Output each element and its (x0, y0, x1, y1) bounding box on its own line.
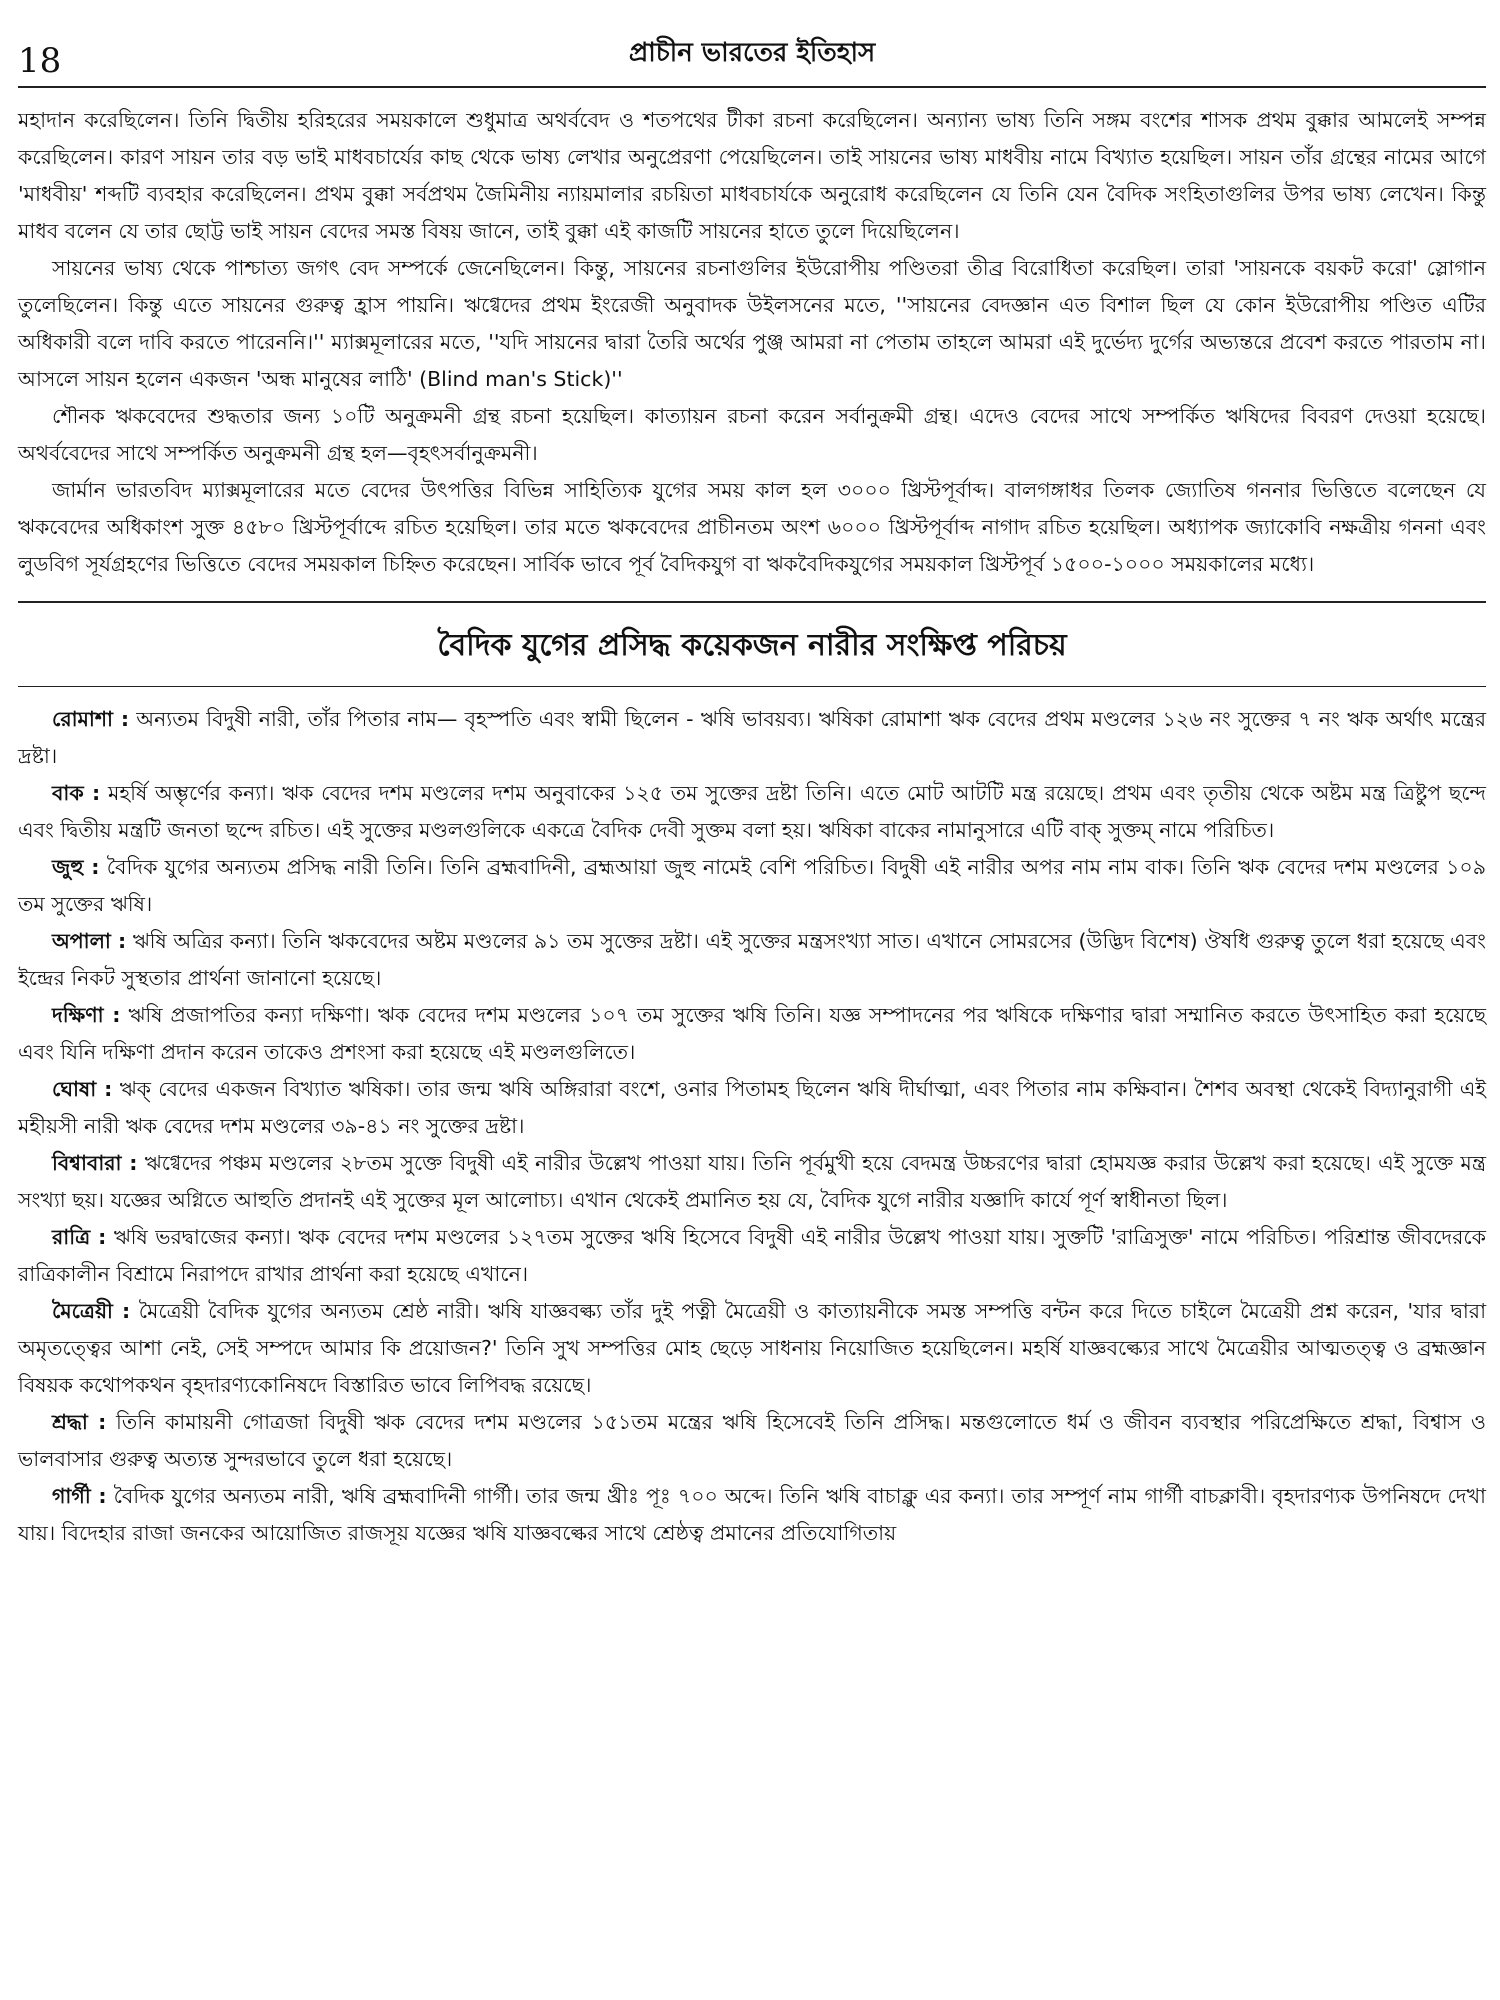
paragraph: সায়নের ভাষ্য থেকে পাশ্চাত্য জগৎ বেদ সম্পর্কে জেনেছিলেন। কিন্তু, সায়নের রচনাগুলির ইউরোপীয় পণ্ডিতরা তীব্র বিরোধিতা করেছিল। তারা 'সায়নকে বয়কট করো' স্লোগান তুলেছিলেন। কিন্তু এতে সায়নের গুরুত্ব হ্রাস পায়নি। ঋগ্বেদের প্রথম ইংরেজী অনুবাদক উইলসনের মতে, ''সায়নের বেদজ্ঞান এত বিশাল ছিল যে কোন ইউরোপীয় পণ্ডিত এটির অধিকারী বলে দাবি করতে পারেননি।'' ম্যাক্সমূলারের মতে, ''যদি সায়নের দ্বারা তৈরি অর্থের পুঞ্জ আমরা না পেতাম তাহলে আমরা এই দুর্ভেদ্য দুর্গের অভ্যন্তরে প্রবেশ করতে পারতাম না। আসলে সায়ন হলেন একজন 'অন্ধ মানুষের লাঠি' (Blind man's Stick)'' (18, 256, 1486, 391)
bio-text: ঋষি অত্রির কন্যা। তিনি ঋকবেদের অষ্টম মণ্ডলের ৯১ তম সুক্তের দ্রষ্টা। এই সুক্তের মন্ত্রসংখ্যা সাত। এখানে সোমরসের (উদ্ভিদ বিশেষ) ঔষধি গুরুত্ব তুলে ধরা হয়েছে এবং ইন্দ্রের নিকট সুস্থতার প্রার্থনা জানানো হয়েছে। (18, 929, 1486, 990)
bio-name: অপালা : (52, 929, 127, 953)
running-head (18, 28, 1486, 88)
bio-name: রোমাশা : (52, 707, 130, 731)
bio-entry (18, 1404, 1486, 1478)
bio-entry (18, 997, 1486, 1071)
page-number: 18 (18, 41, 62, 81)
bio-name: শ্রদ্ধা : (52, 1410, 107, 1434)
paragraph: জার্মান ভারতবিদ ম্যাক্সমূলারের মতে বেদের উৎপত্তির বিভিন্ন সাহিত্যিক যুগের সময় কাল হল ৩০০০ খ্রিস্টপূর্বাব্দ। বালগঙ্গাধর তিলক জ্যোতিষ গননার ভিত্তিতে বলেছেন যে ঋকবেদের অধিকাংশ সুক্ত ৪৫৮০ খ্রিস্টপূর্বাব্দে রচিত হয়েছিল। তার মতে ঋকবেদের প্রাচীনতম অংশ ৬০০০ খ্রিস্টপূর্বাব্দ নাগাদ রচিত হয়েছিল। অধ্যাপক জ্যাকোবি নক্ষত্রীয় গননা এবং লুডবিগ সূর্যগ্রহণের ভিত্তিতে বেদের সময়কাল চিহ্নিত করেছেন। সার্বিক ভাবে পূর্ব বৈদিকযুগ বা ঋকবৈদিকযুগের সময়কাল খ্রিস্টপূর্ব ১৫০০-১০০০ সময়কালের মধ্যে। (18, 478, 1486, 576)
bio-name: দক্ষিণা : (52, 1003, 121, 1027)
bio-text: ঋক্ বেদের একজন বিখ্যাত ঋষিকা। তার জন্ম ঋষি অঙ্গিরারা বংশে, ওনার পিতামহ ছিলেন ঋষি দীর্ঘাত্মা, এবং পিতার নাম কক্ষিবান। শৈশব অবস্থা থেকেই বিদ্যানুরাগী এই মহীয়সী নারী ঋক বেদের দশম মণ্ডলের ৩৯-৪১ নং সুক্তের দ্রষ্টা। (18, 1077, 1487, 1138)
bio-entry (18, 1219, 1486, 1293)
paragraph: মহাদান করেছিলেন। তিনি দ্বিতীয় হরিহরের সময়কালে শুধুমাত্র অথর্ববেদ ও শতপথের টীকা রচনা করেছিলেন। অন্যান্য ভাষ্য তিনি সঙ্গম বংশের শাসক প্রথম বুক্কার আমলেই সম্পন্ন করেছিলেন। কারণ সায়ন তার বড় ভাই মাধবচার্যের কাছ থেকে ভাষ্য লেখার অনুপ্রেরণা পেয়েছিলেন। তাই সায়নের ভাষ্য মাধবীয় নামে বিখ্যাত হয়েছিল। সায়ন তাঁর গ্রন্থের নামের আগে 'মাধবীয়' শব্দটি ব্যবহার করেছিলেন। প্রথম বুক্কা সর্বপ্রথম জৈমিনীয় ন্যায়মালার রচয়িতা মাধবচার্যকে অনুরোধ করেছিলেন যে তিনি যেন বৈদিক সংহিতাগুলির উপর ভাষ্য লেখেন। কিন্তু মাধব বলেন যে তার ছোট্ট ভাই সায়ন বেদের সমস্ত বিষয় জানে, তাই বুক্কা এই কাজটি সায়নের হাতে তুলে দিয়েছিলেন। (18, 108, 1486, 243)
bio-text: তিনি কামায়নী গোত্রজা বিদুষী ঋক বেদের দশম মণ্ডলের ১৫১তম মন্ত্রের ঋষি হিসেবেই তিনি প্রসিদ্ধ। মন্তগুলোতে ধর্ম ও জীবন ব্যবস্থার পরিপ্রেক্ষিতে শ্রদ্ধা, বিশ্বাস ও ভালবাসার গুরুত্ব অত্যন্ত সুন্দরভাবে তুলে ধরা হয়েছে। (18, 1410, 1486, 1471)
bio-text: মৈত্রেয়ী বৈদিক যুগের অন্যতম শ্রেষ্ঠ নারী। ঋষি যাজ্ঞবল্ক্য তাঁর দুই পত্নী মৈত্রেয়ী ও কাত্যায়নীকে সমস্ত সম্পত্তি বন্টন করে দিতে চাইলে মৈত্রেয়ী প্রশ্ন করেন, 'যার দ্বারা অমৃতত্ত্বের আশা নেই, সেই সম্পদে আমার কি প্রয়োজন?' তিনি সুখ সম্পত্তির মোহ ছেড়ে সাধনায় নিয়োজিত হয়েছিলেন। মহর্ষি যাজ্ঞবল্ক্যের সাথে মৈত্রেয়ীর আত্মতত্ত্ব ও ব্রহ্মজ্ঞান বিষয়ক কথোপকথন বৃহদারণ্যকোনিষদে বিস্তারিত ভাবে লিপিবদ্ধ রয়েছে। (18, 1299, 1487, 1397)
bio-text: বৈদিক যুগের অন্যতম প্রসিদ্ধ নারী তিনি। তিনি ব্রহ্মবাদিনী, ব্রহ্মআয়া জুহু নামেই বেশি পরিচিত। বিদুষী এই নারীর অপর নাম নাম বাক। তিনি ঋক বেদের দশম মণ্ডলের ১০৯ তম সুক্তের ঋষি। (18, 855, 1486, 916)
bio-entry (18, 1071, 1486, 1145)
bio-name: বিশ্বাবারা : (52, 1151, 138, 1175)
bio-text: ঋগ্বেদের পঞ্চম মণ্ডলের ২৮তম সুক্তে বিদুষী এই নারীর উল্লেখ পাওয়া যায়। তিনি পূর্বমুখী হয়ে বেদমন্ত্র উচ্চরণের দ্বারা হোমযজ্ঞ করার উল্লেখ করা হয়েছে। এই সুক্তে মন্ত্র সংখ্যা ছয়। যজ্ঞের অগ্নিতে আহুতি প্রদানই এই সুক্তের মূল আলোচ্য। এখান থেকেই প্রমানিত হয় যে, বৈদিক যুগে নারীর যজ্ঞাদি কার্যে পূর্ণ স্বাধীনতা ছিল। (18, 1151, 1486, 1212)
bio-text: মহর্ষি অম্ভৃর্ণের কন্যা। ঋক বেদের দশম মণ্ডলের দশম অনুবাকের ১২৫ তম সুক্তের দ্রষ্টা তিনি। এতে মোট আটটি মন্ত্র রয়েছে। প্রথম এবং তৃতীয় থেকে অষ্টম মন্ত্র ত্রিষ্টুপ ছন্দে এবং দ্বিতীয় মন্ত্রটি জনতা ছন্দে রচিত। এই সুক্তের মণ্ডলগুলিকে একত্রে বৈদিক দেবী সুক্তম বলা হয়। ঋষিকা বাকের নামানুসারে এটি বাক্ সুক্তম্ নামে পরিচিত। (18, 781, 1486, 842)
bio-name: ঘোষা : (52, 1077, 113, 1101)
bio-entry (18, 775, 1486, 849)
bio-name: জুহু : (52, 855, 100, 879)
bio-text: অন্যতম বিদুষী নারী, তাঁর পিতার নাম— বৃহস্পতি এবং স্বামী ছিলেন - ঋষি ভাবয়ব্য। ঋষিকা রোমাশা ঋক বেদের প্রথম মণ্ডলের ১২৬ নং সুক্তের ৭ নং ঋক অর্থাৎ মন্ত্রের দ্রষ্টা। (18, 707, 1486, 768)
bio-entry (18, 849, 1486, 923)
bio-entry (18, 1478, 1486, 1552)
bio-entry (18, 1145, 1486, 1219)
bio-entry (18, 701, 1486, 775)
bio-text: বৈদিক যুগের অন্যতম নারী, ঋষি ব্রহ্মবাদিনী গার্গী। তার জন্ম খ্রীঃ পূঃ ৭০০ অব্দে। তিনি ঋষি বাচাক্লু এর কন্যা। তার সম্পূর্ণ নাম গার্গী বাচক্লাবী। বৃহদারণ্যক উপনিষদে দেখা যায়। বিদেহার রাজা জনকের আয়োজিত রাজসূয় যজ্ঞের ঋষি যাজ্ঞবল্কের সাথে শ্রেষ্ঠত্ব প্রমানের প্রতিযোগিতায় (18, 1484, 1486, 1545)
bio-name: মৈত্রেয়ী : (52, 1299, 131, 1323)
women-bios (18, 701, 1486, 1552)
bio-text: ঋষি ভরদ্বাজের কন্যা। ঋক বেদের দশম মণ্ডলের ১২৭তম সুক্তের ঋষি হিসেবে বিদুষী এই নারীর উল্লেখ পাওয়া যায়। সুক্তটি 'রাত্রিসুক্ত' নামে পরিচিত। পরিশ্রান্ত জীবদেরকে রাত্রিকালীন বিশ্রামে নিরাপদে রাখার প্রার্থনা করা হয়েছে এখানে। (18, 1225, 1486, 1286)
bio-name: গার্গী : (52, 1484, 107, 1508)
bio-name: বাক : (52, 781, 101, 805)
book-title: প্রাচীন ভারতের ইতিহাস (628, 38, 876, 68)
bio-name: রাত্রি : (52, 1225, 107, 1249)
section-heading: বৈদিক যুগের প্রসিদ্ধ কয়েকজন নারীর সংক্ষিপ্ত পরিচয় (18, 603, 1486, 687)
bio-text: ঋষি প্রজাপতির কন্যা দক্ষিণা। ঋক বেদের দশম মণ্ডলের ১০৭ তম সুক্তের ঋষি তিনি। যজ্ঞ সম্পাদনের পর ঋষিকে দক্ষিণার দ্বারা সম্মানিত করতে উৎসাহিত করা হয়েছে এবং যিনি দক্ষিণা প্রদান করেন তাকেও প্রশংসা করা হয়েছে এই মণ্ডলগুলিতে। (18, 1003, 1486, 1064)
bio-entry (18, 923, 1486, 997)
paragraph: শৌনক ঋকবেদের শুদ্ধতার জন্য ১০টি অনুক্রমনী গ্রন্থ রচনা হয়েছিল। কাত্যায়ন রচনা করেন সর্বানুক্রমী গ্রন্থ। এদেও বেদের সাথে সম্পর্কিত ঋষিদের বিবরণ দেওয়া হয়েছে। অথর্ববেদের সাথে সম্পর্কিত অনুক্রমনী গ্রন্থ হল—বৃহৎসর্বানুক্রমনী। (18, 404, 1486, 465)
bio-entry (18, 1293, 1486, 1404)
intro-text (18, 102, 1486, 583)
